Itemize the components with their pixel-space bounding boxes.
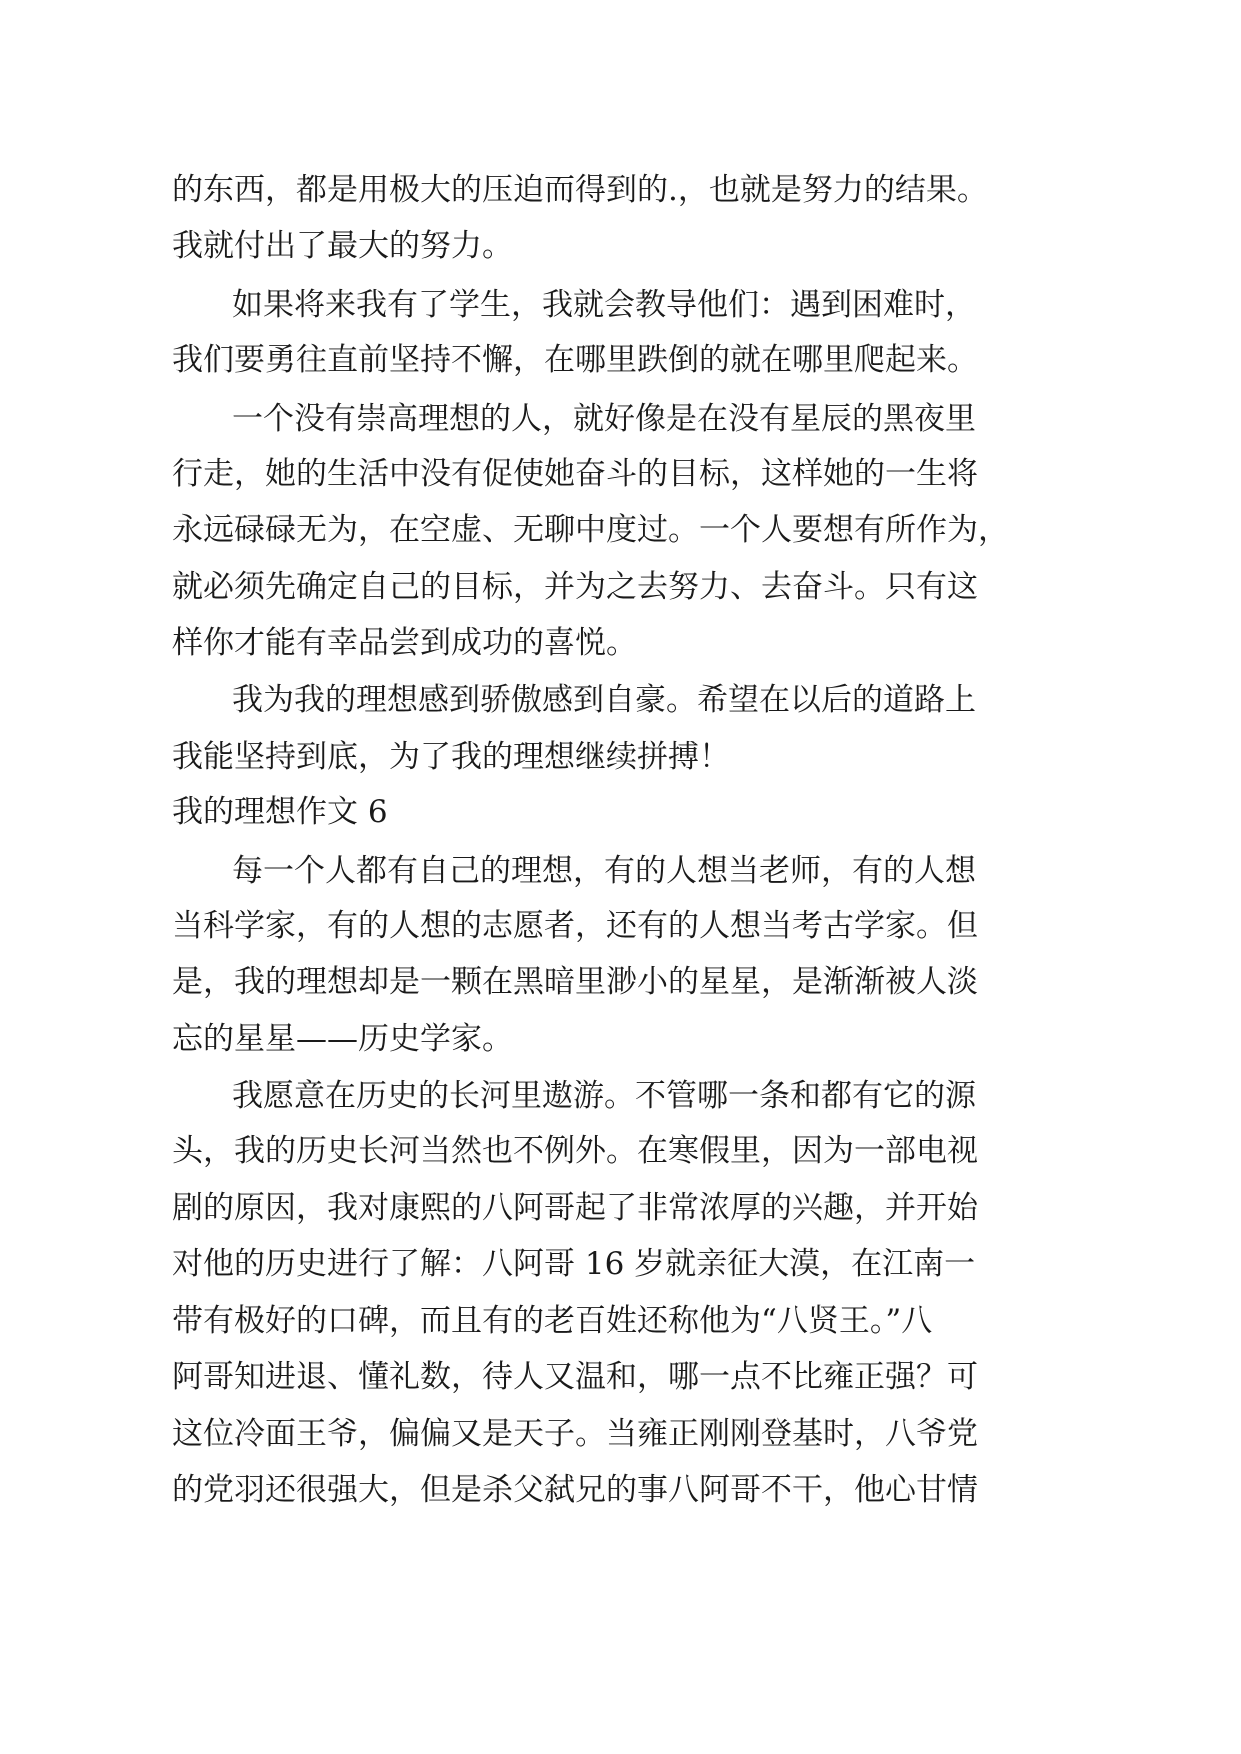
line-text: 忘的星星——历史学家。 — [172, 1021, 513, 1057]
line-text: 行走，她的生活中没有促使她奋斗的目标，这样她的一生将 — [172, 456, 978, 492]
text-line — [0, 1178, 1241, 1238]
line-text: 我们要勇往直前坚持不懈，在哪里跌倒的就在哪里爬起来。 — [172, 342, 978, 378]
text-line — [0, 1121, 1241, 1181]
line-text: 就必须先确定自己的目标，并为之去努力、去奋斗。只有这 — [172, 569, 978, 605]
text-line — [0, 1404, 1241, 1464]
text-line — [0, 841, 1241, 901]
text-line — [0, 275, 1241, 335]
line-text: 永远碌碌无为，在空虚、无聊中度过。一个人要想有所作为， — [172, 512, 1009, 548]
text-line — [0, 500, 1241, 560]
line-text: 阿哥知进退、懂礼数，待人又温和，哪一点不比雍正强？可 — [172, 1359, 978, 1395]
heading-text: 我的理想作文 6 — [172, 794, 388, 830]
line-text: 一个没有崇高理想的人，就好像是在没有星辰的黑夜里 — [232, 401, 976, 437]
line-text: 带有极好的口碑，而且有的老百姓还称他为“八贤王。”八 — [172, 1303, 933, 1339]
text-line — [0, 1234, 1241, 1294]
text-line — [0, 389, 1241, 449]
line-text: 当科学家，有的人想的志愿者，还有的人想当考古学家。但 — [172, 908, 978, 944]
line-text: 我愿意在历史的长河里遨游。不管哪一条和都有它的源 — [232, 1078, 976, 1114]
line-text: 如果将来我有了学生，我就会教导他们：遇到困难时， — [232, 287, 976, 323]
line-text: 样你才能有幸品尝到成功的喜悦。 — [172, 625, 637, 661]
text-line — [0, 727, 1241, 787]
text-line — [0, 160, 1241, 220]
line-text: 的党羽还很强大，但是杀父弑兄的事八阿哥不干，他心甘情 — [172, 1472, 978, 1508]
text-line — [0, 613, 1241, 673]
text-line — [0, 1347, 1241, 1407]
text-line — [0, 330, 1241, 390]
text-line — [0, 216, 1241, 276]
line-text: 的东西，都是用极大的压迫而得到的.，也就是努力的结果。 — [172, 172, 988, 208]
line-text: 这位冷面王爷，偏偏又是天子。当雍正刚刚登基时，八爷党 — [172, 1416, 978, 1452]
line-text: 我为我的理想感到骄傲感到自豪。希望在以后的道路上 — [232, 682, 976, 718]
section-heading — [0, 782, 1241, 842]
line-text: 对他的历史进行了解：八阿哥 16 岁就亲征大漠，在江南一 — [172, 1246, 976, 1282]
text-line — [0, 1291, 1241, 1351]
line-text: 头，我的历史长河当然也不例外。在寒假里，因为一部电视 — [172, 1133, 978, 1169]
line-text: 我能坚持到底，为了我的理想继续拼搏！ — [172, 739, 730, 775]
line-text: 是，我的理想却是一颗在黑暗里渺小的星星，是渐渐被人淡 — [172, 964, 978, 1000]
text-line — [0, 896, 1241, 956]
text-line — [0, 1460, 1241, 1520]
line-text: 每一个人都有自己的理想，有的人想当老师，有的人想 — [232, 853, 976, 889]
line-text: 我就付出了最大的努力。 — [172, 228, 513, 264]
line-text: 剧的原因，我对康熙的八阿哥起了非常浓厚的兴趣，并开始 — [172, 1190, 978, 1226]
text-line — [0, 1066, 1241, 1126]
text-line — [0, 444, 1241, 504]
text-line — [0, 670, 1241, 730]
text-line — [0, 557, 1241, 617]
text-line — [0, 1009, 1241, 1069]
text-line — [0, 952, 1241, 1012]
